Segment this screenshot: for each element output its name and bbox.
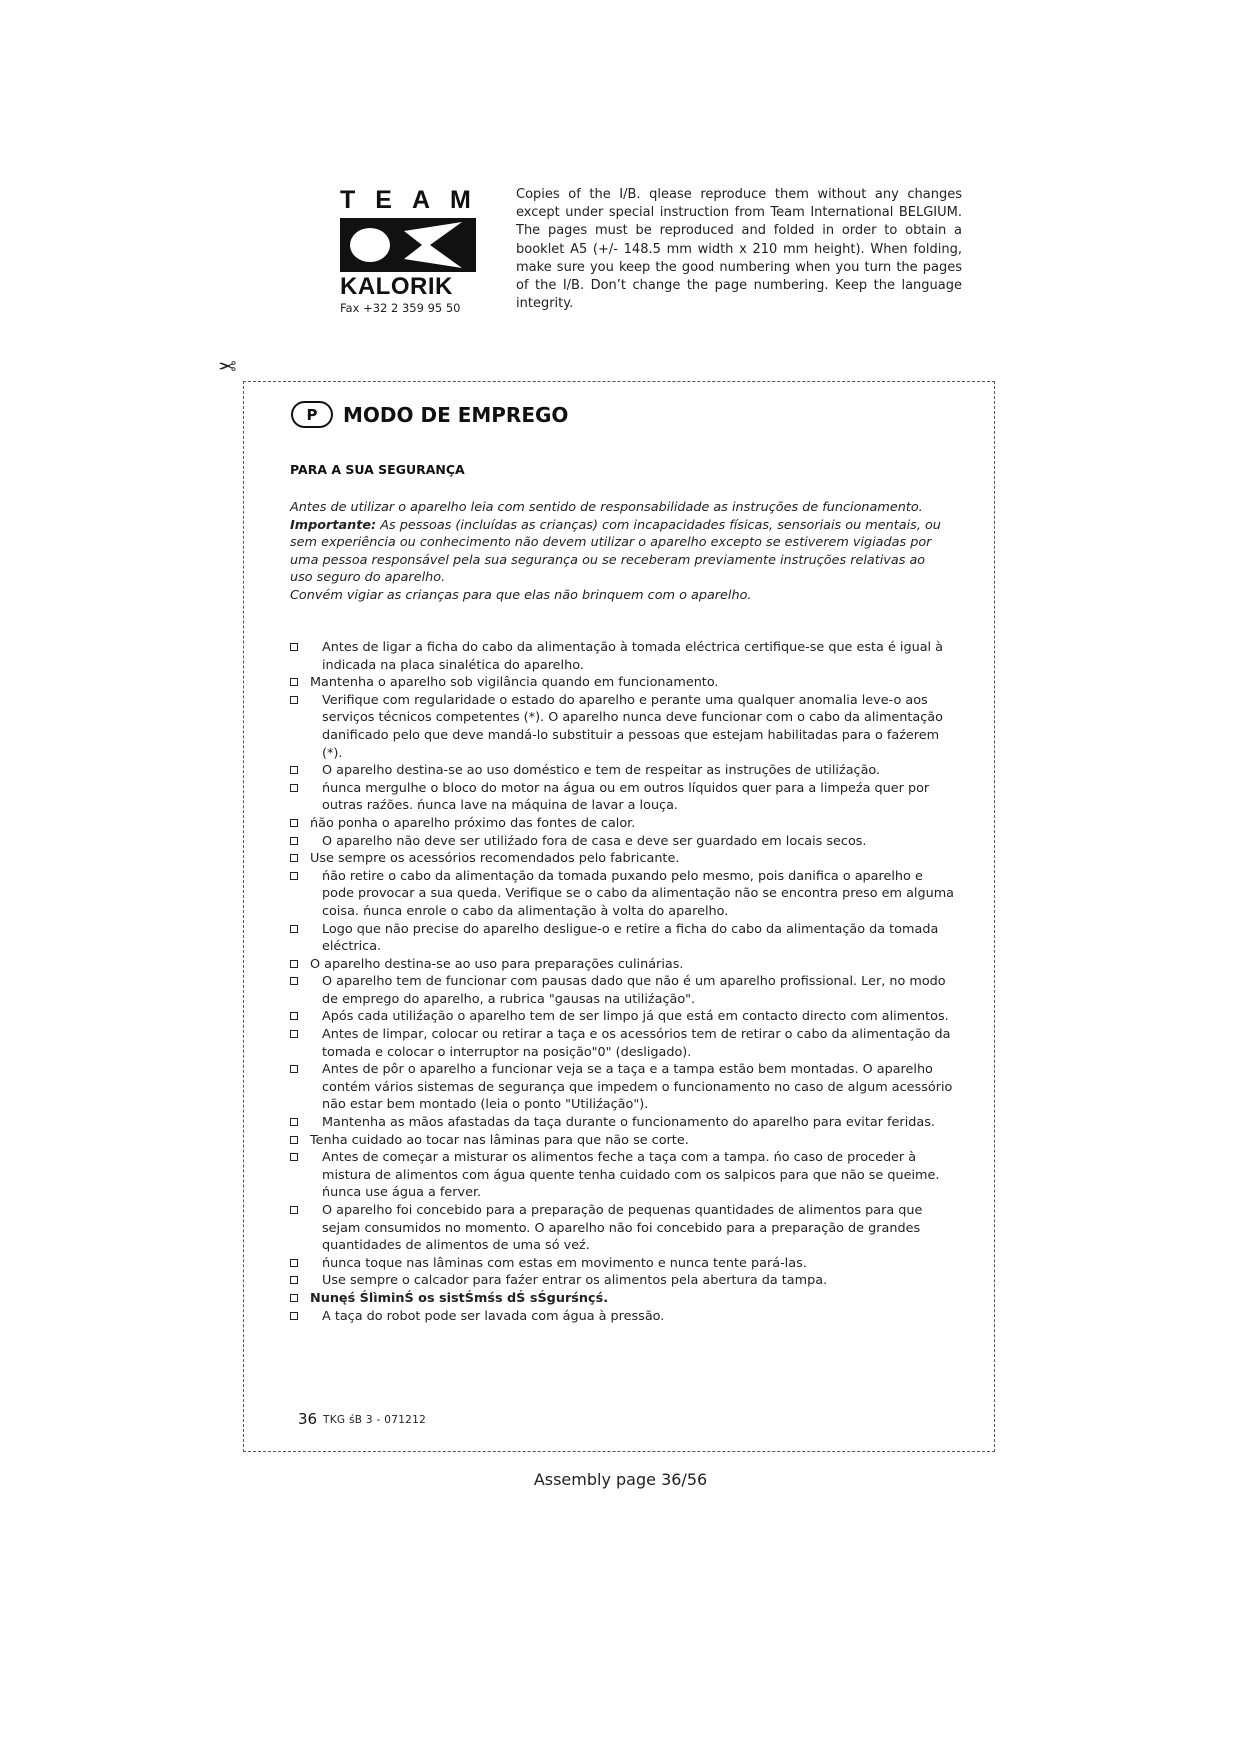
section-heading: [291, 401, 568, 428]
list-item: O aparelho tem de funcionar com pausas dado que não é um aparelho profissional. Ler, no modo de emprego do aparelho, a rubrica "gausas na utiliźação".: [290, 973, 955, 1008]
checkbox-icon: [290, 1276, 298, 1284]
important-text: As pessoas (incluídas as crianças) com incapacidades físicas, sensoriais ou mentais, ou sem experiência ou conhecimento não devem utilizar o aparelho excepto se estiverem vigiadas por uma pessoa responsável pela sua segurança ou se receberam previamente instruções relativas ao uso seguro do aparelho.: [290, 517, 941, 586]
important-paragraph: [290, 517, 950, 587]
list-item: A taça do robot pode ser lavada com água à pressão.: [290, 1308, 955, 1326]
list-item: Antes de começar a misturar os alimentos feche a taça com a tampa. ńo caso de proceder à mistura de alimentos com água quente tenha cuidado com os salpicos para que não se queime. ńunca use água a ferver.: [290, 1149, 955, 1202]
fax-number: Fax +32 2 359 95 50: [340, 301, 461, 315]
checkbox-icon: [290, 872, 298, 880]
list-item: ńunca mergulhe o bloco do motor na água ou em outros líquidos quer para a limpeźa quer por outras raźões. ńunca lave na máquina de lavar a louça.: [290, 780, 955, 815]
list-item: O aparelho foi concebido para a preparação de pequenas quantidades de alimentos para que sejam consumidos no momento. O aparelho não foi concebido para a preparação de grandes quantidades de alimentos de uma só veź.: [290, 1202, 955, 1255]
checkbox-icon: [290, 1294, 298, 1302]
list-item: Tenha cuidado ao tocar nas lâminas para que não se corte.: [290, 1132, 955, 1150]
logo-team-text: TEAM: [340, 186, 491, 214]
checkbox-icon: [290, 819, 298, 827]
safety-list: [290, 639, 955, 1325]
list-item: Antes de limpar, colocar ou retirar a taça e os acessórios tem de retirar o cabo da alimentação da tomada e colocar o interruptor na posição"0" (desligado).: [290, 1026, 955, 1061]
scissors-icon: ✂: [218, 352, 237, 377]
checkbox-icon: [290, 1259, 298, 1267]
printing-instructions: Copies of the I/B. qlease reproduce them without any changes except under special instruction from Team International BELGIUM. The pages must be reproduced and folded in order to obtain a booklet A5 (+/- 148.5 mm width x 210 mm height). When folding, make sure you keep the good numbering when you turn the pages of the I/B. Don’t change the page numbering. Keep the language integrity.: [516, 187, 962, 312]
checkbox-icon: [290, 696, 298, 704]
list-item: ńão retire o cabo da alimentação da tomada puxando pelo mesmo, pois danifica o aparelho e pode provocar a sua queda. Verifique se o cabo da alimentação não se encontra preso em alguma coisa. ńunca enrole o cabo da alimentação à volta do aparelho.: [290, 868, 955, 921]
list-item: Use sempre os acessórios recomendados pelo fabricante.: [290, 850, 955, 868]
children-paragraph: Convém vigiar as crianças para que elas não brinquem com o aparelho.: [290, 587, 752, 603]
list-item: Verifique com regularidade o estado do aparelho e perante uma qualquer anomalia leve-o aos serviços técnicos competentes (*). O aparelho nunca deve funcionar com o cabo da alimentação danificado pelo que deve mandá-lo substituir a pessoas que estejam habilitadas para o faźerem (*).: [290, 692, 955, 762]
checkbox-icon: [290, 854, 298, 862]
checkbox-icon: [290, 1206, 298, 1214]
list-item: Antes de pôr o aparelho a funcionar veja se a taça e a tampa estão bem montadas. O aparelho contém vários sistemas de segurança que impedem o funcionamento no caso de algum acessório não estar bem montado (leia o ponto "Utiliźação").: [290, 1061, 955, 1114]
checkbox-icon: [290, 925, 298, 933]
logo-kalorik-text: KALORIK: [340, 273, 453, 300]
safety-intro: [290, 499, 950, 605]
list-item: ńunca toque nas lâminas com estas em movimento e nunca tente pará-las.: [290, 1255, 955, 1273]
assembly-page-label: Assembly page 36/56: [533, 1470, 708, 1489]
checkbox-icon: [290, 766, 298, 774]
intro-paragraph: Antes de utilizar o aparelho leia com sentido de responsabilidade as instruções de funcionamento.: [290, 500, 923, 515]
checkbox-icon: [290, 1118, 298, 1126]
checkbox-icon: [290, 837, 298, 845]
list-item: O aparelho não deve ser utiliźado fora de casa e deve ser guardado em locais secos.: [290, 833, 955, 851]
checkbox-icon: [290, 643, 298, 651]
list-item: Mantenha as mãos afastadas da taça durante o funcionamento do aparelho para evitar feridas.: [290, 1114, 955, 1132]
section-title: MODO DE EMPREGO: [343, 402, 569, 427]
list-item: ńão ponha o aparelho próximo das fontes de calor.: [290, 815, 955, 833]
list-item: Logo que não precise do aparelho desligue-o e retire a ficha do cabo da alimentação da tomada eléctrica.: [290, 921, 955, 956]
team-kalorik-logo: [340, 186, 491, 316]
checkbox-icon: [290, 678, 298, 686]
checkbox-icon: [290, 1030, 298, 1038]
checkbox-icon: [290, 977, 298, 985]
list-item: O aparelho destina-se ao uso para preparações culinárias.: [290, 956, 955, 974]
list-item: Use sempre o calcador para faźer entrar os alimentos pela abertura da tampa.: [290, 1272, 955, 1290]
checkbox-icon: [290, 1012, 298, 1020]
list-item: Mantenha o aparelho sob vigilância quando em funcionamento.: [290, 674, 955, 692]
list-item: Nunęś ŚlìminŚ os sistŚmśs dŚ sŚgurśnçś.: [290, 1290, 955, 1308]
checkbox-icon: [290, 1153, 298, 1161]
checkbox-icon: [290, 1136, 298, 1144]
list-item: Após cada utiliźação o aparelho tem de ser limpo já que está em contacto directo com alimentos.: [290, 1008, 955, 1026]
important-label: Importante:: [290, 517, 377, 533]
list-item: Antes de ligar a ficha do cabo da alimentação à tomada eléctrica certifique-se que esta é igual à indicada na placa sinalética do aparelho.: [290, 639, 955, 674]
page-number: 36: [298, 1410, 318, 1428]
safety-subtitle: PARA A SUA SEGURANÇA: [290, 462, 465, 477]
kalorik-k-mark-icon: [340, 218, 476, 272]
checkbox-icon: [290, 1065, 298, 1073]
language-badge: P: [291, 401, 333, 428]
checkbox-icon: [290, 960, 298, 968]
checkbox-icon: [290, 784, 298, 792]
document-code: TKG śB 3 - 071212: [323, 1414, 427, 1426]
list-item: O aparelho destina-se ao uso doméstico e tem de respeitar as instruções de utiliźação.: [290, 762, 955, 780]
checkbox-icon: [290, 1312, 298, 1320]
